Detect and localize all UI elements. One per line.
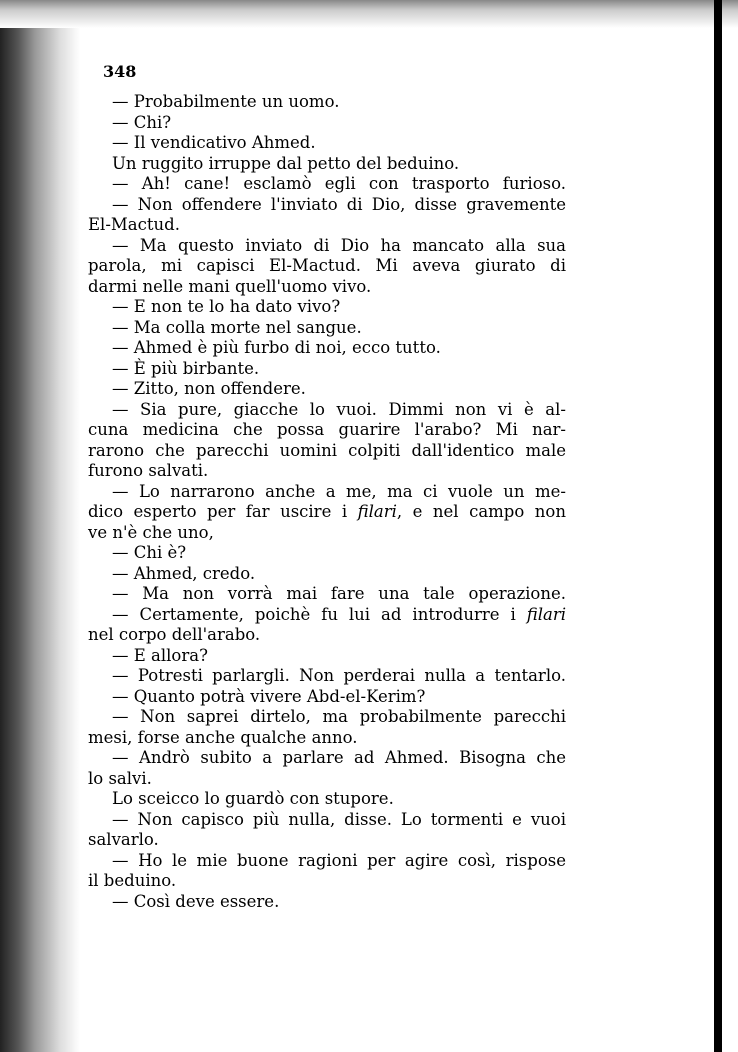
text-line: — Potresti parlargli. Non perderai nulla a tentarlo. bbox=[112, 666, 566, 685]
text-line: cuna medicina che possa guarire l'arabo? Mi nar- bbox=[88, 420, 566, 439]
text-segment: — Certamente, poichè fu lui ad introdurre i bbox=[112, 604, 527, 624]
text-line: mesi, forse anche qualche anno. bbox=[88, 727, 358, 747]
text-line: darmi nelle mani quell'uomo vivo. bbox=[88, 276, 372, 296]
text-line: — Sia pure, giacche lo vuoi. Dimmi non vi è al- bbox=[112, 399, 566, 419]
text-line: El-Mactud. bbox=[88, 215, 180, 234]
text-line: — Andrò subito a parlare ad Ahmed. Bisogna che bbox=[112, 748, 566, 767]
text-segment: dico esperto per far uscire i bbox=[88, 502, 358, 521]
page-number: 348 bbox=[103, 62, 137, 81]
text-line: parola, mi capisci El-Mactud. Mi aveva giurato di bbox=[88, 256, 566, 275]
text-line: furono salvati. bbox=[88, 461, 209, 480]
text-segment: filari bbox=[526, 604, 566, 624]
text-line: — Lo narrarono anche a me, ma ci vuole un me- bbox=[112, 481, 566, 501]
text-line: — Zitto, non offendere. bbox=[112, 379, 306, 398]
text-line bbox=[112, 605, 566, 625]
text-line: — E non te lo ha dato vivo? bbox=[112, 297, 341, 316]
scan-border bbox=[714, 0, 722, 1052]
text-line: — Ma colla morte nel sangue. bbox=[112, 317, 362, 337]
text-line: — Ah! cane! esclamò egli con trasporto furioso. bbox=[112, 174, 566, 193]
text-line: ve n'è che uno, bbox=[88, 522, 214, 542]
text-line: — È più birbante. bbox=[112, 358, 260, 378]
text-line: Un ruggito irruppe dal petto del beduino. bbox=[112, 153, 460, 173]
text-line: — Chi? bbox=[112, 112, 172, 132]
text-line: — Il vendicativo Ahmed. bbox=[112, 133, 316, 152]
text-line: — E allora? bbox=[112, 645, 208, 665]
text-line: — Ma non vorrà mai fare una tale operazione. bbox=[112, 584, 566, 603]
text-line: — Non saprei dirtelo, ma probabilmente parecchi bbox=[112, 707, 566, 726]
text-line: — Ho le mie buone ragioni per agire così, rispose bbox=[112, 850, 566, 870]
text-line: — Chi è? bbox=[112, 543, 187, 562]
text-line: Lo sceicco lo guardò con stupore. bbox=[112, 789, 394, 808]
text-line: salvarlo. bbox=[88, 830, 159, 849]
text-line: — Quanto potrà vivere Abd-el-Kerim? bbox=[112, 686, 426, 706]
text-line: lo salvi. bbox=[88, 768, 152, 788]
text-line: nel corpo dell'arabo. bbox=[88, 625, 261, 644]
text-line: — Non offendere l'inviato di Dio, disse gravemente bbox=[112, 194, 566, 214]
text-line: il beduino. bbox=[88, 871, 177, 890]
text-line: — Così deve essere. bbox=[112, 891, 280, 911]
scanned-page-edge bbox=[0, 0, 80, 1052]
text-segment: , e nel campo non bbox=[396, 502, 566, 521]
text-line: — Ma questo inviato di Dio ha mancato alla sua bbox=[112, 235, 566, 255]
text-segment: filari bbox=[357, 502, 397, 521]
scanned-top-edge bbox=[0, 0, 738, 28]
text-line: — Ahmed, credo. bbox=[112, 563, 256, 583]
text-line: — Ahmed è più furbo di noi, ecco tutto. bbox=[112, 338, 441, 357]
text-line: rarono che parecchi uomini colpiti dall'identico male bbox=[88, 440, 566, 460]
text-line: — Probabilmente un uomo. bbox=[112, 92, 340, 111]
text-line bbox=[88, 502, 566, 522]
text-line: — Non capisco più nulla, disse. Lo tormenti e vuoi bbox=[112, 809, 566, 829]
